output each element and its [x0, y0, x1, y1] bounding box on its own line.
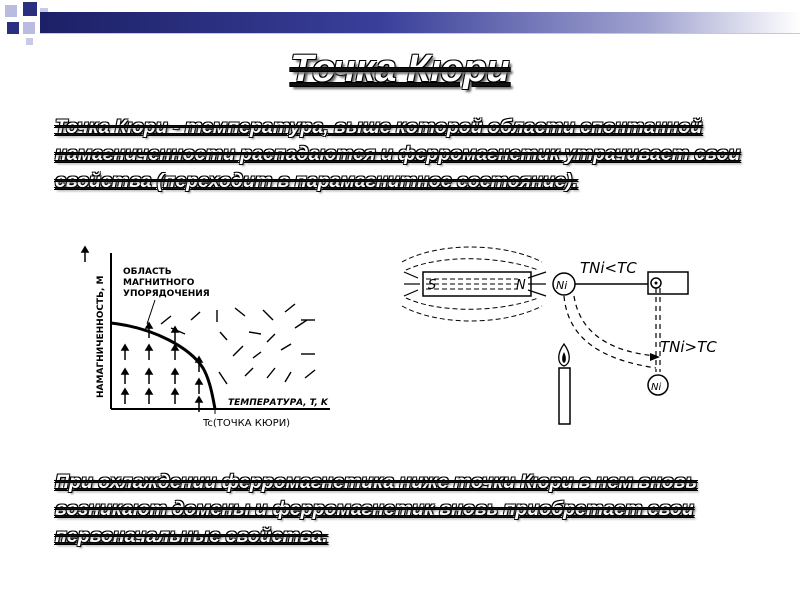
- y-axis-label: НАМАГНИЧЕННОСТЬ, M: [96, 275, 106, 398]
- ni-label-2: Ni: [651, 382, 662, 393]
- magnet-n-label: N: [516, 278, 526, 293]
- ni-label: Ni: [556, 279, 568, 292]
- curie-experiment-diagram: [398, 240, 717, 430]
- title-bar-gradient: [40, 12, 800, 33]
- pivot-holder: [648, 272, 688, 294]
- region-label-2: МАГНИТНОГО: [123, 278, 195, 288]
- magnetization-graph: [85, 248, 335, 433]
- cooling-paragraph: При охлаждении ферромагнетика ниже точки Кюри в нем вновь возникают домены и ферромагнетик вновь приобретает свои первоначальные свойства.: [55, 471, 698, 547]
- disordered-arrows: [161, 304, 315, 384]
- x-axis-label: ТЕМПЕРАТУРА, T, K: [228, 398, 328, 408]
- slide-title: Точка Кюри: [290, 48, 510, 90]
- region-label-3: УПОРЯДОЧЕНИЯ: [123, 289, 210, 299]
- curie-point-label: Tc(ТОЧКА КЮРИ): [203, 418, 291, 429]
- ordered-arrows: [82, 247, 88, 262]
- region-label-1: ОБЛАСТЬ: [123, 267, 172, 277]
- condition-high-label: TNi>TC: [660, 338, 717, 356]
- magnet-s-label: S: [428, 278, 437, 293]
- definition-paragraph: Точка Кюри - температура, выше которой области спонтанной намагниченности распадаются и ферромагнетик утрачивает свои свойства (переходит в парамагнитное состояние).: [55, 116, 741, 192]
- candle-icon: [559, 344, 570, 424]
- header-rule: [40, 33, 800, 34]
- condition-low-label: TNi<TC: [580, 259, 637, 277]
